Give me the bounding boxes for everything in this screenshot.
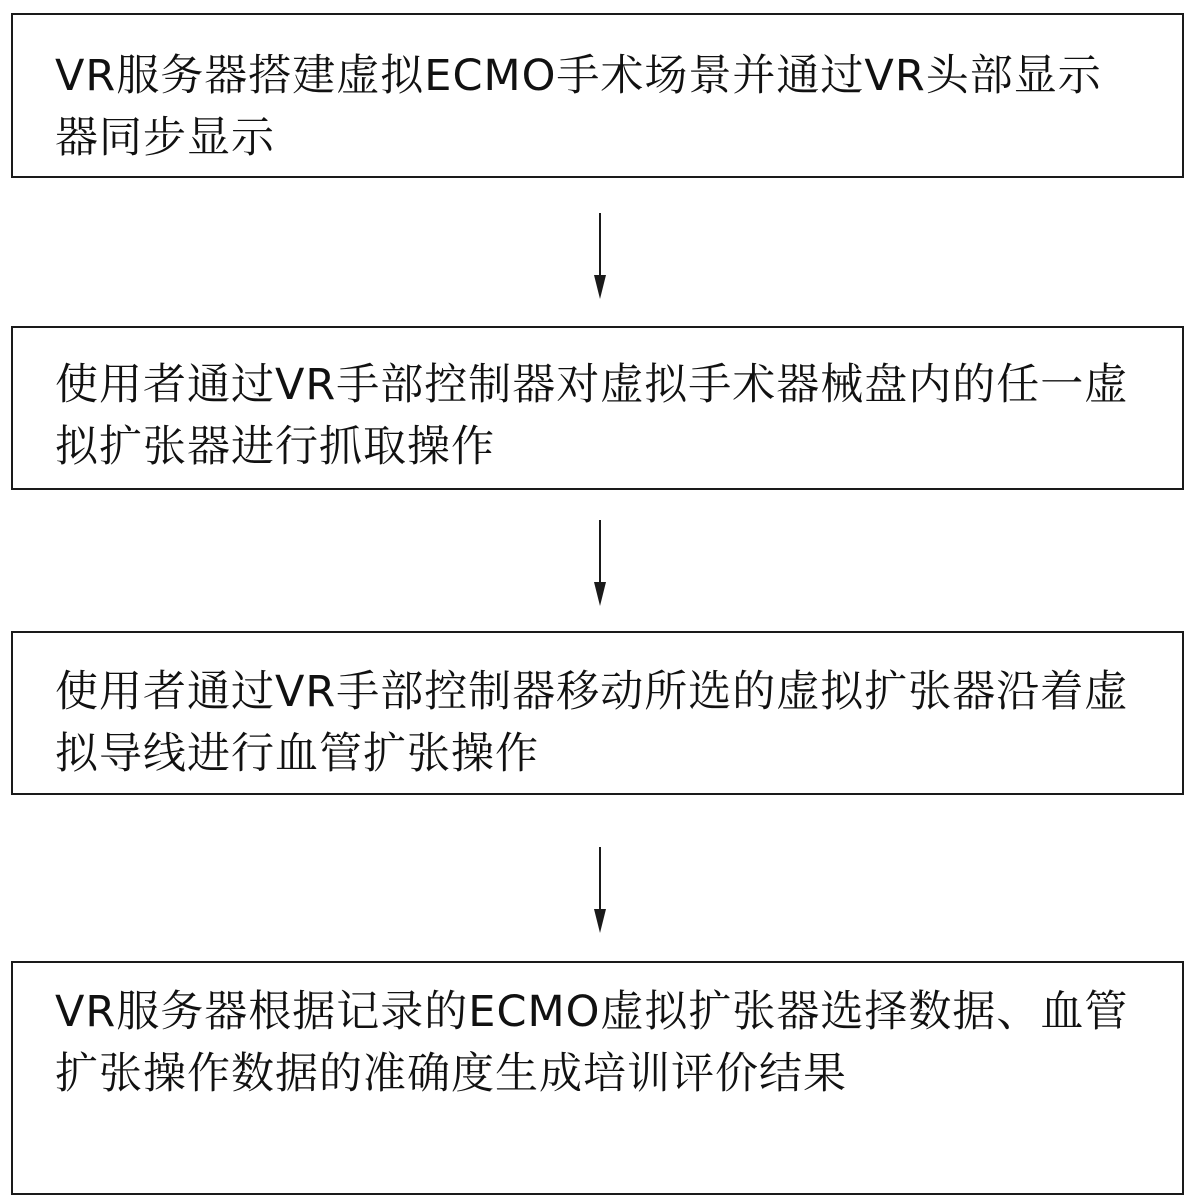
flow-arrow-3 [580, 847, 620, 933]
arrow-down-icon [580, 520, 620, 606]
flow-step-4 [11, 961, 1184, 1195]
flow-arrow-1 [580, 213, 620, 299]
flow-step-3 [11, 631, 1184, 795]
flow-arrow-2 [580, 520, 620, 606]
flow-step-4-text: VR服务器根据记录的ECMO虚拟扩张器选择数据、血管扩张操作数据的准确度生成培训评价结果 [55, 987, 1129, 1099]
flow-step-2 [11, 326, 1184, 490]
arrow-down-icon [580, 847, 620, 933]
flow-step-1 [11, 13, 1184, 178]
flow-step-1-text: VR服务器搭建虚拟ECMO手术场景并通过VR头部显示器同步显示 [55, 51, 1102, 163]
flow-step-2-text: 使用者通过VR手部控制器对虚拟手术器械盘内的任一虚拟扩张器进行抓取操作 [55, 360, 1129, 472]
flow-step-3-text: 使用者通过VR手部控制器移动所选的虚拟扩张器沿着虚拟导线进行血管扩张操作 [55, 667, 1129, 779]
arrow-down-icon [580, 213, 620, 299]
